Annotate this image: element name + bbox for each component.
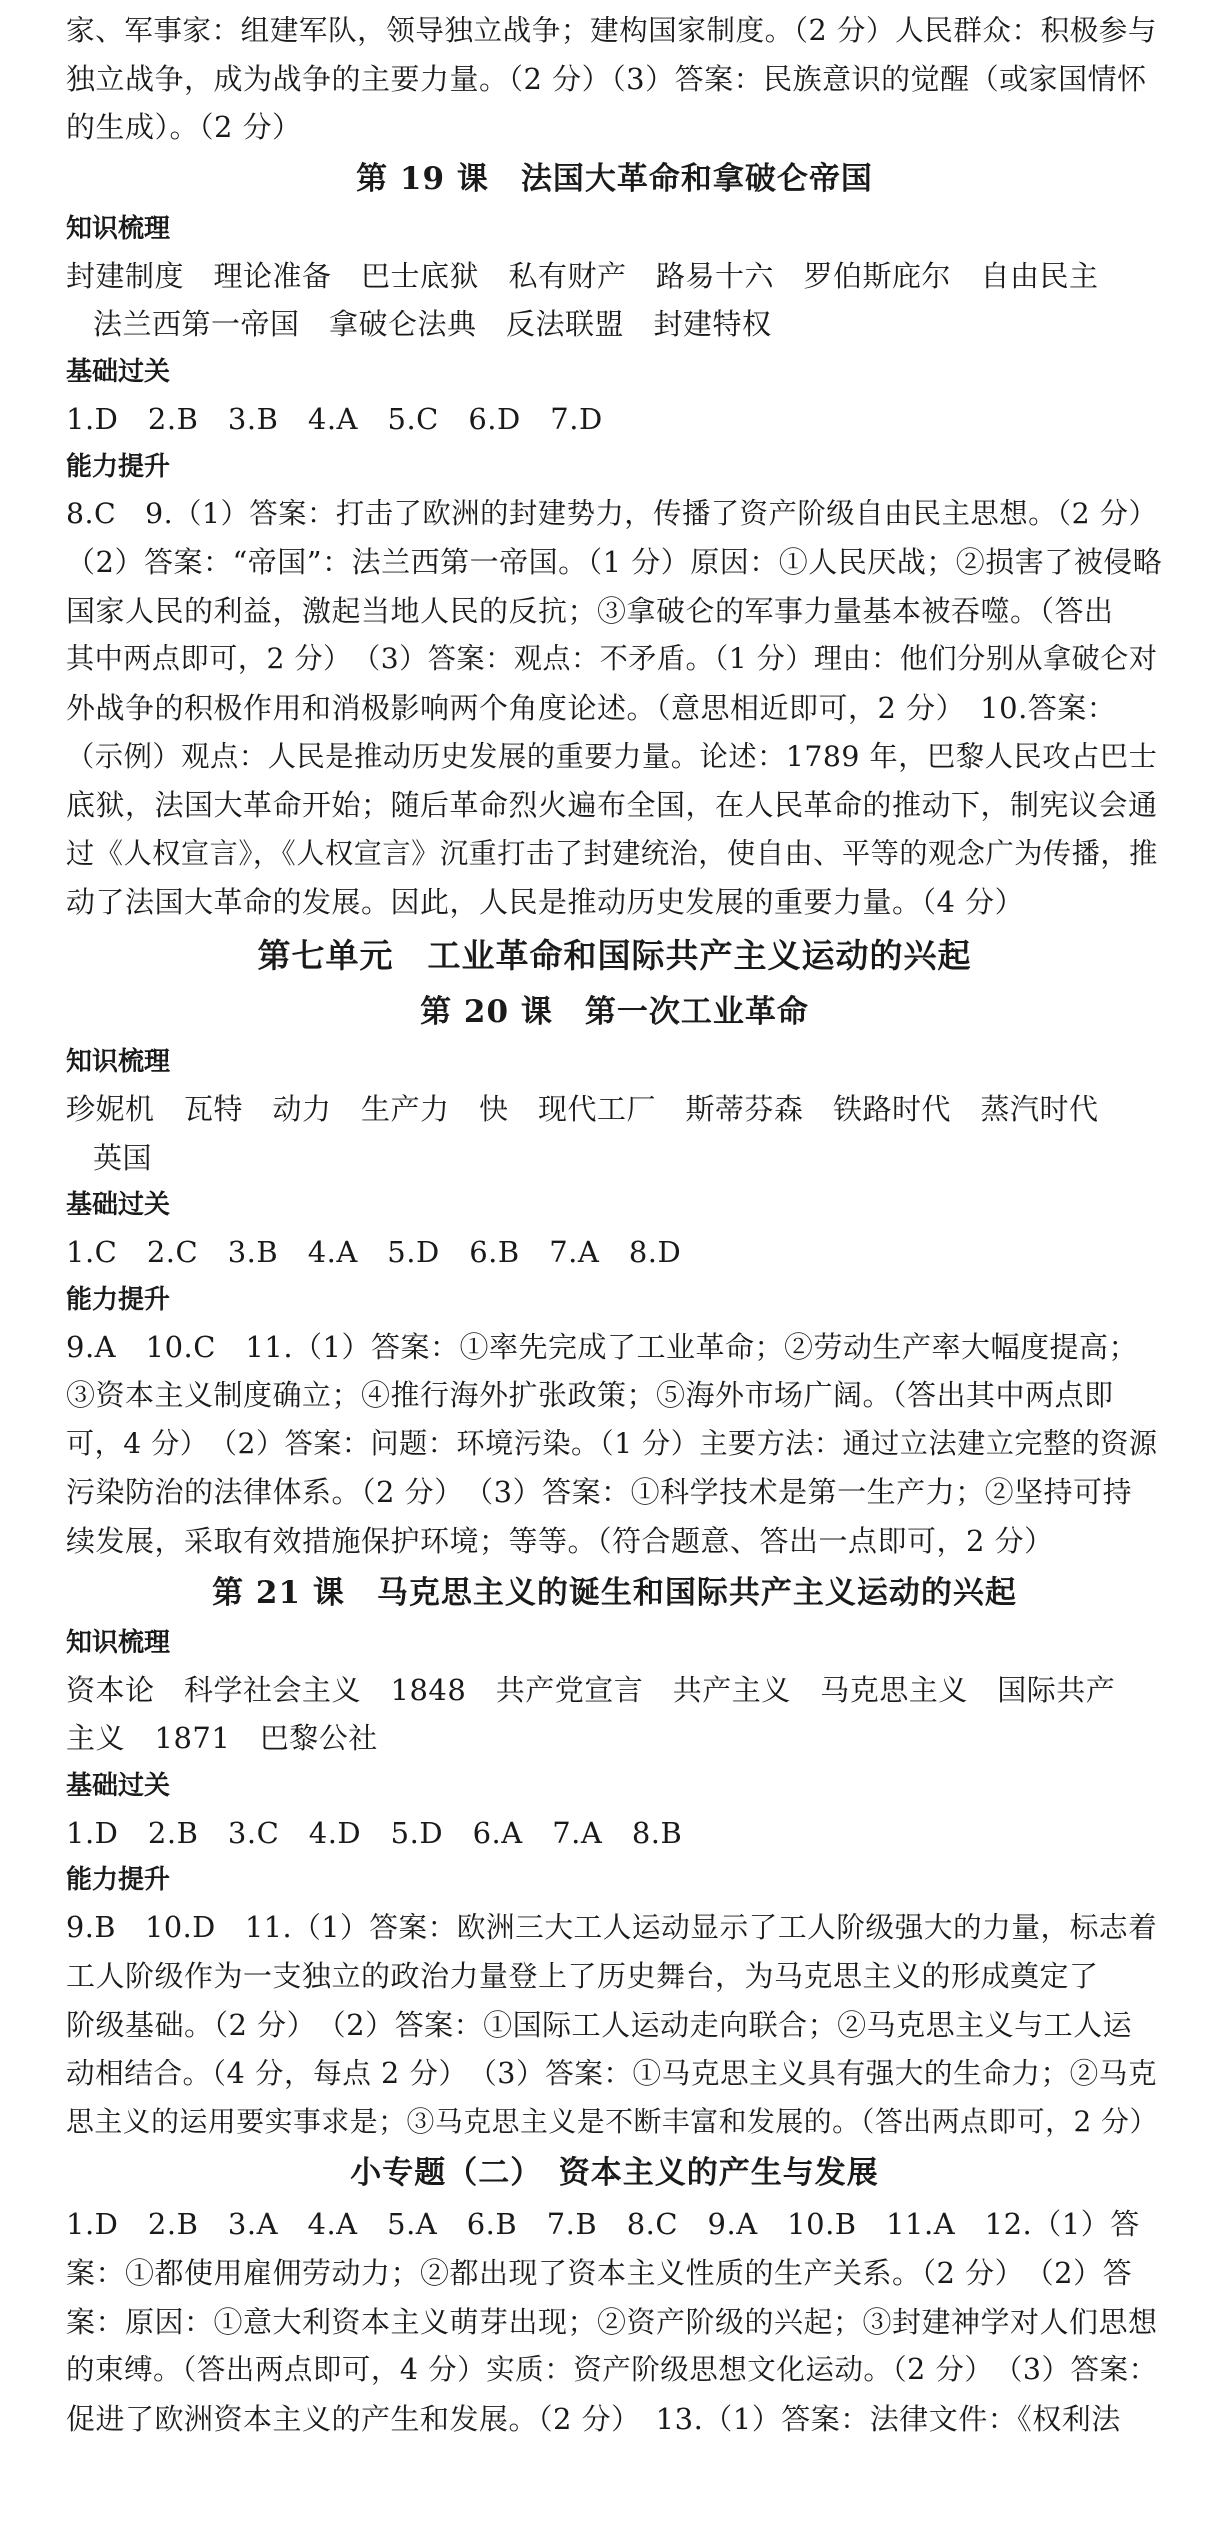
section-label-basic: 基础过关 <box>66 1190 171 1221</box>
text-line: 案：①都使用雇佣劳动力；②都出现了资本主义性质的生产关系。（2 分） （2）答 <box>66 2256 1133 2290</box>
special-topic-2-section <box>66 2146 1163 2443</box>
ability-line: 其中两点即可，2 分） （3）答案：观点：不矛盾。（1 分）理由：他们分别从拿破仑对 <box>66 642 1158 676</box>
knowledge-line: 英国 <box>93 1140 153 1175</box>
ability-line: 外战争的积极作用和消极影响两个角度论述。（意思相近即可，2 分） 10.答案： <box>66 690 1117 725</box>
basic-answers: 1.C 2.C 3.B 4.A 5.D 6.B 7.A 8.D <box>66 1235 682 1270</box>
basic-answers: 1.D 2.B 3.C 4.D 5.D 6.A 7.A 8.B <box>66 1815 683 1850</box>
section-label-ability: 能力提升 <box>66 1284 171 1315</box>
text-line: 的束缚。（答出两点即可，4 分）实质：资产阶级思想文化运动。（2 分） （3）答案： <box>66 2353 1158 2387</box>
ability-line: 动了法国大革命的发展。因此，人民是推动历史发展的重要力量。（4 分） <box>66 885 1025 920</box>
section-label-ability: 能力提升 <box>66 451 171 482</box>
section-label-basic: 基础过关 <box>66 356 171 387</box>
section-label-knowledge: 知识梳理 <box>66 213 171 244</box>
ability-line: 思主义的运用要实事求是；③马克思主义是不断丰富和发展的。（答出两点即可，2 分） <box>66 2104 1158 2138</box>
intro-section <box>66 6 1163 152</box>
ability-line: （示例）观点：人民是推动历史发展的重要力量。论述：1789 年，巴黎人民攻占巴士 <box>66 739 1158 773</box>
ability-line: 阶级基础。（2 分） （2）答案：①国际工人运动走向联合；②马克思主义与工人运 <box>66 2007 1133 2042</box>
unit-title: 第七单元 工业革命和国际共产主义运动的兴起 <box>257 935 972 975</box>
ability-line: 动相结合。（4 分，每点 2 分） （3）答案：①马克思主义具有强大的生命力；②马克 <box>66 2056 1158 2091</box>
ability-line: 过《人权宣言》，《人权宣言》沉重打击了封建统治，使自由、平等的观念广为传播，推 <box>66 836 1158 870</box>
text-line: 家、军事家：组建军队，领导独立战争；建构国家制度。（2 分）人民群众：积极参与 <box>66 13 1158 47</box>
lesson-title: 第 20 课 第一次工业革命 <box>420 993 809 1030</box>
ability-line: 9.B 10.D 11.（1）答案：欧洲三大工人运动显示了工人阶级强大的力量，标志着 <box>66 1910 1158 1945</box>
ability-line: 续发展，采取有效措施保护环境；等等。（符合题意、答出一点即可，2 分） <box>66 1524 1054 1559</box>
section-label-knowledge: 知识梳理 <box>66 1627 171 1658</box>
text-line: 1.D 2.B 3.A 4.A 5.A 6.B 7.B 8.C 9.A 10.B 11.A 12.（1）答 <box>66 2207 1140 2242</box>
section-label-ability: 能力提升 <box>66 1865 171 1896</box>
knowledge-line: 珍妮机 瓦特 动力 生产力 快 现代工厂 斯蒂芬森 铁路时代 蒸汽时代 <box>66 1091 1099 1126</box>
lesson-20-section <box>66 985 1163 1566</box>
ability-line: 8.C 9.（1）答案：打击了欧洲的封建势力，传播了资产阶级自由民主思想。（2 分） <box>66 496 1158 530</box>
knowledge-line: 资本论 科学社会主义 1848 共产党宣言 共产主义 马克思主义 国际共产 <box>66 1672 1116 1707</box>
ability-line: 9.A 10.C 11.（1）答案：①率先完成了工业革命；②劳动生产率大幅度提高； <box>66 1329 1138 1364</box>
lesson-19-section <box>66 152 1163 927</box>
ability-line: 可，4 分） （2）答案：问题：环境污染。（1 分）主要方法：通过立法建立完整的资源 <box>66 1426 1158 1460</box>
lesson-title: 第 19 课 法国大革命和拿破仑帝国 <box>356 160 873 197</box>
ability-line: ③资本主义制度确立；④推行海外扩张政策；⑤海外市场广阔。（答出其中两点即 <box>66 1378 1114 1413</box>
text-line: 促进了欧洲资本主义的产生和发展。（2 分） 13.（1）答案：法律文件：《权利法 <box>66 2401 1121 2436</box>
ability-line: 底狱，法国大革命开始；随后革命烈火遍布全国，在人民革命的推动下，制宪议会通 <box>66 788 1158 823</box>
ability-line: 国家人民的利益，激起当地人民的反抗；③拿破仑的军事力量基本被吞噬。（答出 <box>66 593 1114 628</box>
ability-line: 工人阶级作为一支独立的政治力量登上了历史舞台，为马克思主义的形成奠定了 <box>66 1959 1099 1994</box>
ability-line: （2）答案：“帝国”：法兰西第一帝国。（1 分）原因：①人民厌战；②损害了被侵略 <box>66 545 1163 580</box>
text-line: 案：原因：①意大利资本主义萌芽出现；②资产阶级的兴起；③封建神学对人们思想 <box>66 2304 1158 2339</box>
section-label-knowledge: 知识梳理 <box>66 1046 171 1077</box>
lesson-title: 第 21 课 马克思主义的诞生和国际共产主义运动的兴起 <box>212 1574 1017 1611</box>
special-topic-title: 小专题（二） 资本主义的产生与发展 <box>350 2155 879 2192</box>
text-line: 独立战争，成为战争的主要力量。（2 分）（3）答案：民族意识的觉醒（或家国情怀 <box>66 61 1147 96</box>
section-label-basic: 基础过关 <box>66 1770 171 1801</box>
text-line: 的生成）。（2 分） <box>66 110 302 145</box>
lesson-21-section <box>66 1566 1163 2147</box>
knowledge-line: 主义 1871 巴黎公社 <box>66 1721 378 1756</box>
basic-answers: 1.D 2.B 3.B 4.A 5.C 6.D 7.D <box>66 401 603 436</box>
knowledge-line: 法兰西第一帝国 拿破仑法典 反法联盟 封建特权 <box>93 307 772 342</box>
knowledge-line: 封建制度 理论准备 巴士底狱 私有财产 路易十六 罗伯斯庇尔 自由民主 <box>66 258 1099 293</box>
ability-line: 污染防治的法律体系。（2 分） （3）答案：①科学技术是第一生产力；②坚持可持 <box>66 1475 1133 1510</box>
